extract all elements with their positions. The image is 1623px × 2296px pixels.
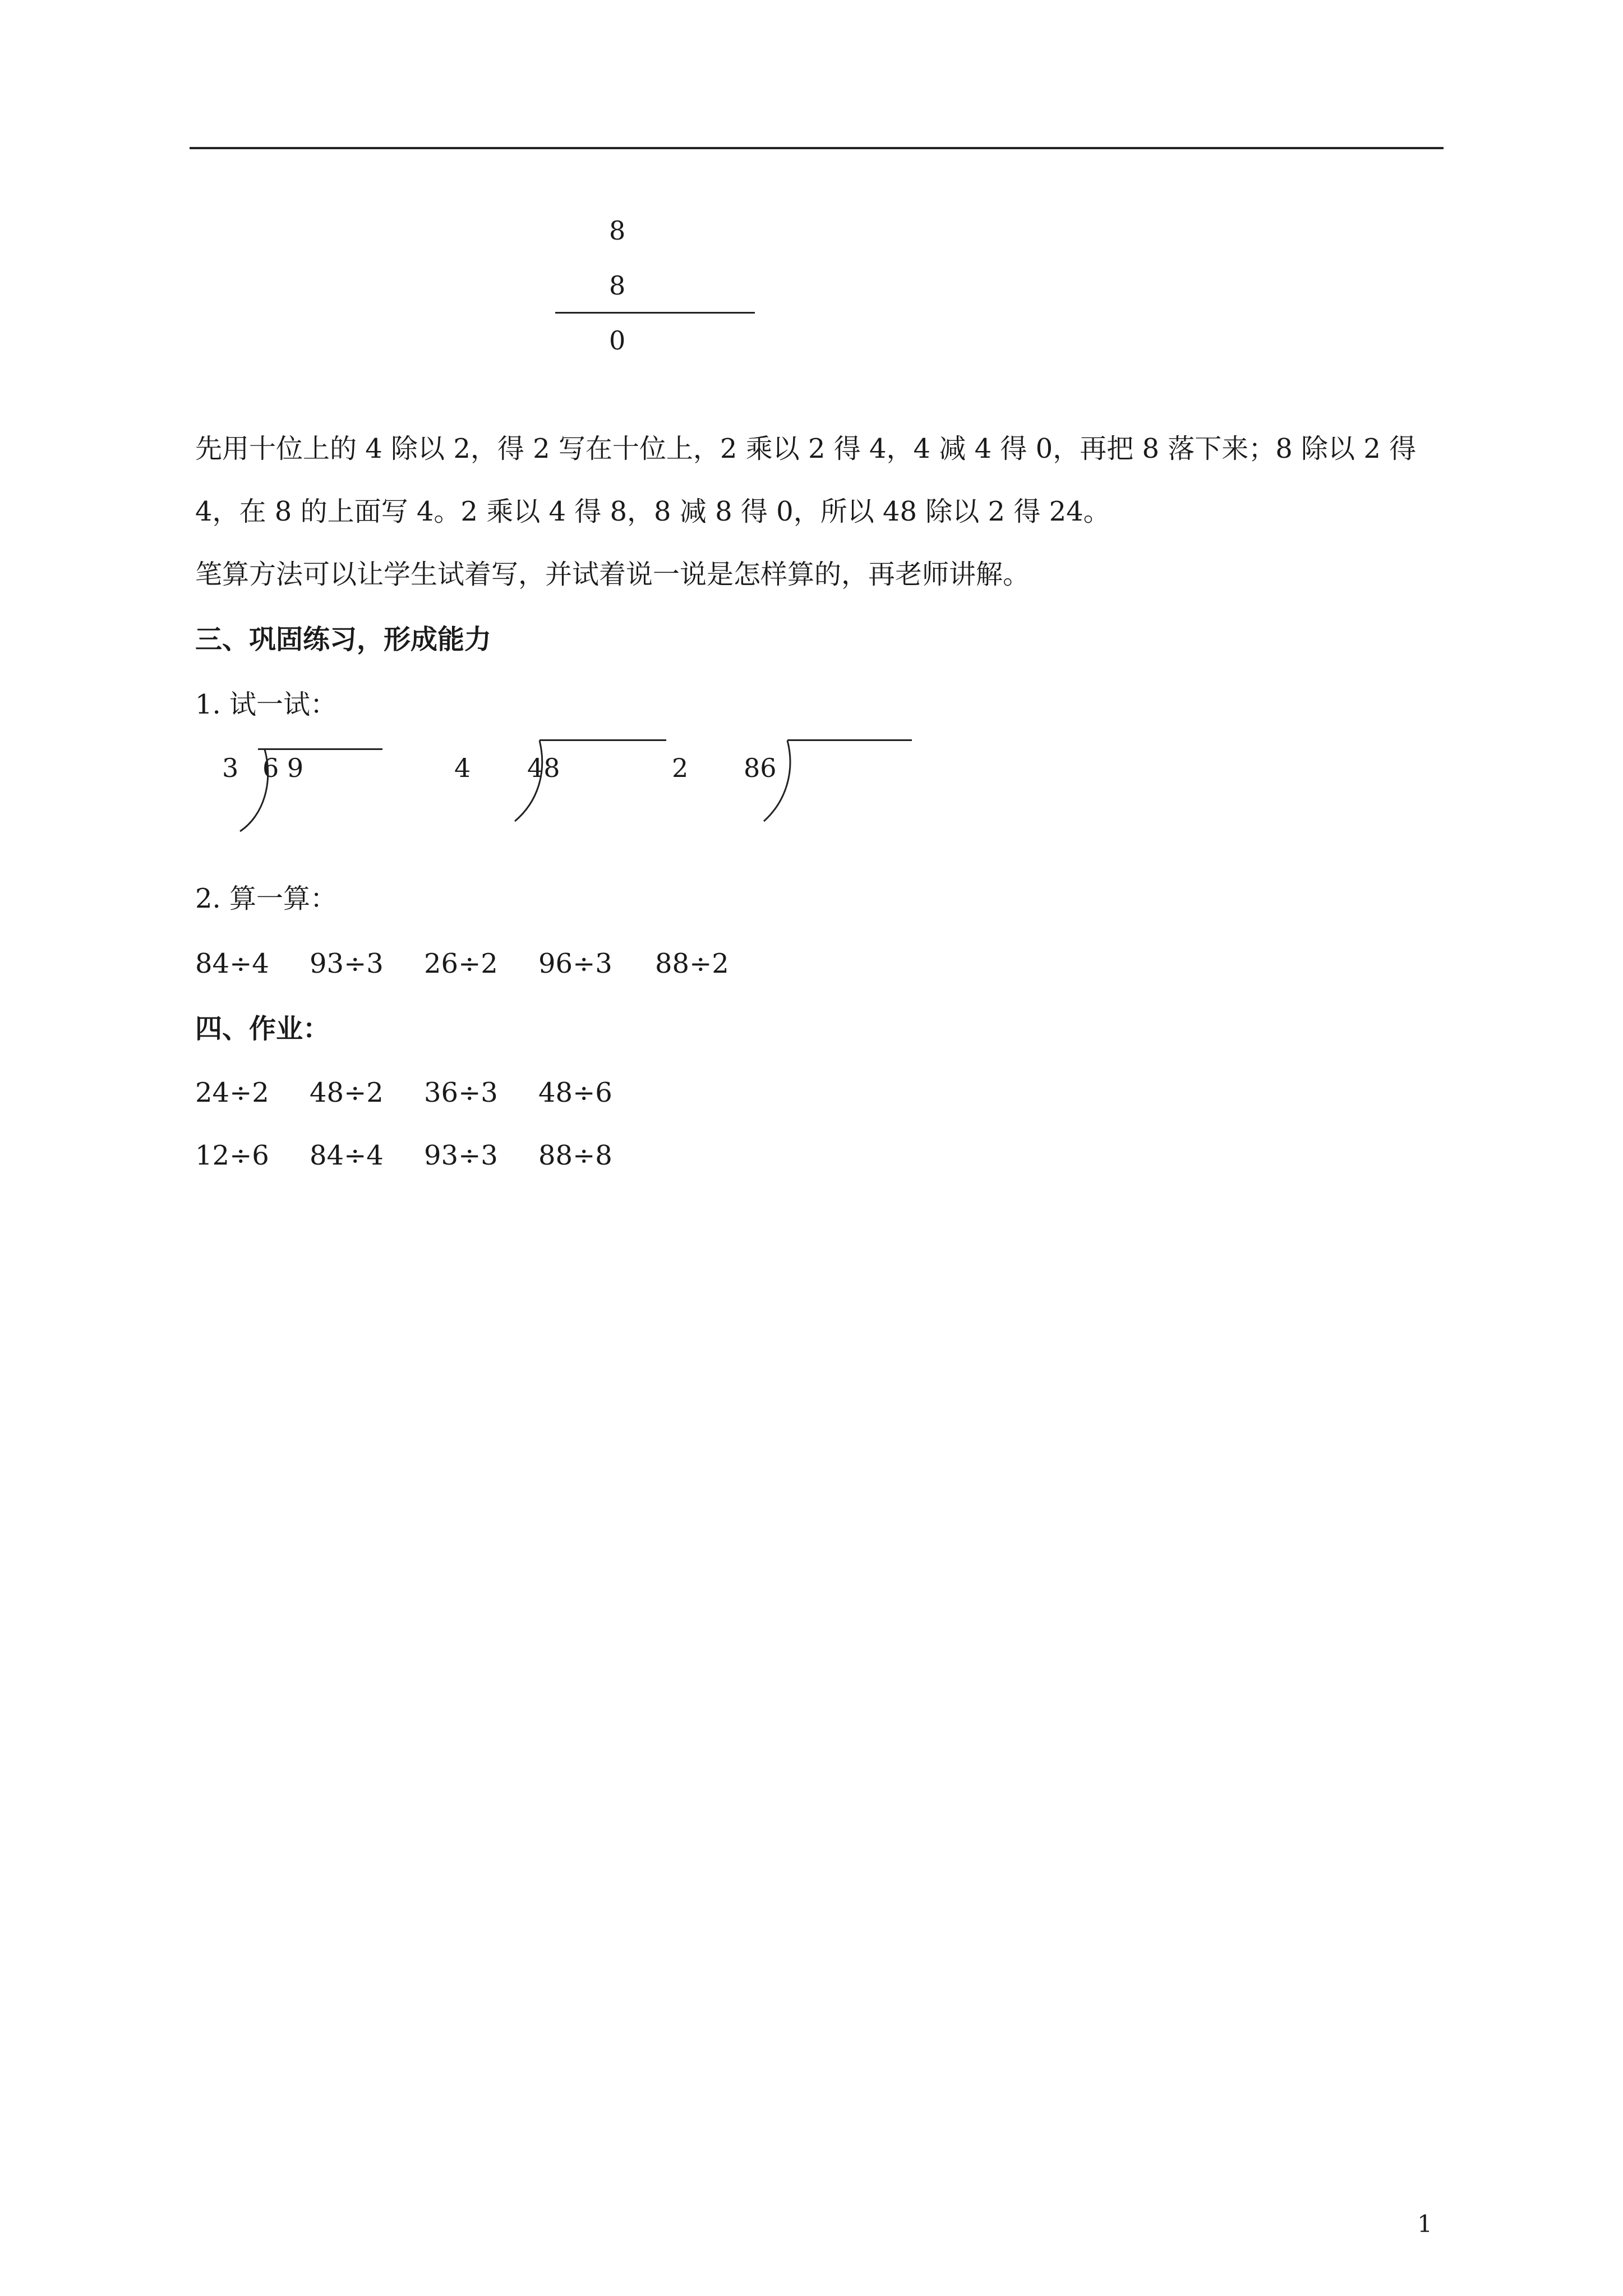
explanation-line-1: 先用十位上的 4 除以 2，得 2 写在十位上，2 乘以 2 得 4，4 减 4 得 0，再把 8 落下来；8 除以 2 得 <box>195 433 1417 464</box>
page-number: 1 <box>1417 2210 1432 2238</box>
dividend: 86 <box>744 753 777 783</box>
divisor: 3 <box>222 753 239 783</box>
exercise-1-label: 1. 试一试： <box>195 689 338 720</box>
dividend: 48 <box>527 753 560 783</box>
section-4-heading: 四、作业： <box>195 1013 330 1045</box>
division-bracket <box>236 748 275 834</box>
division-bracket <box>505 739 550 823</box>
expression: 93÷3 <box>310 948 384 979</box>
expression: 48÷6 <box>538 1077 612 1108</box>
header-rule <box>190 147 1444 149</box>
expression: 24÷2 <box>195 1077 269 1108</box>
division-vinculum <box>787 739 912 741</box>
expression: 36÷3 <box>424 1077 498 1108</box>
expression: 96÷3 <box>538 948 612 979</box>
exercise-2-label: 2. 算一算： <box>195 883 338 914</box>
division-vinculum <box>540 739 666 741</box>
expression: 88÷8 <box>538 1140 612 1171</box>
division-digit-mid: 8 <box>609 270 626 301</box>
expression: 48÷2 <box>310 1077 384 1108</box>
divisor: 4 <box>454 753 471 783</box>
explanation-line-3: 笔算方法可以让学生试着写，并试着说一说是怎样算的，再老师讲解。 <box>195 559 1030 590</box>
expression: 26÷2 <box>424 948 498 979</box>
expression: 84÷4 <box>310 1140 384 1171</box>
explanation-line-2: 4，在 8 的上面写 4。2 乘以 4 得 8，8 减 8 得 0，所以 48 除以 2 得 24。 <box>195 496 1110 527</box>
expression: 12÷6 <box>195 1140 269 1171</box>
division-bracket <box>751 739 796 823</box>
dividend: 6 9 <box>262 753 304 783</box>
divisor: 2 <box>672 753 689 783</box>
division-subtraction-rule <box>555 312 755 314</box>
section-3-heading: 三、巩固练习，形成能力 <box>195 624 492 655</box>
expression: 93÷3 <box>424 1140 498 1171</box>
expression: 84÷4 <box>195 948 269 979</box>
division-digit-bottom: 0 <box>609 325 626 356</box>
division-digit-top: 8 <box>609 215 626 246</box>
division-vinculum <box>258 748 382 750</box>
expression: 88÷2 <box>655 948 729 979</box>
